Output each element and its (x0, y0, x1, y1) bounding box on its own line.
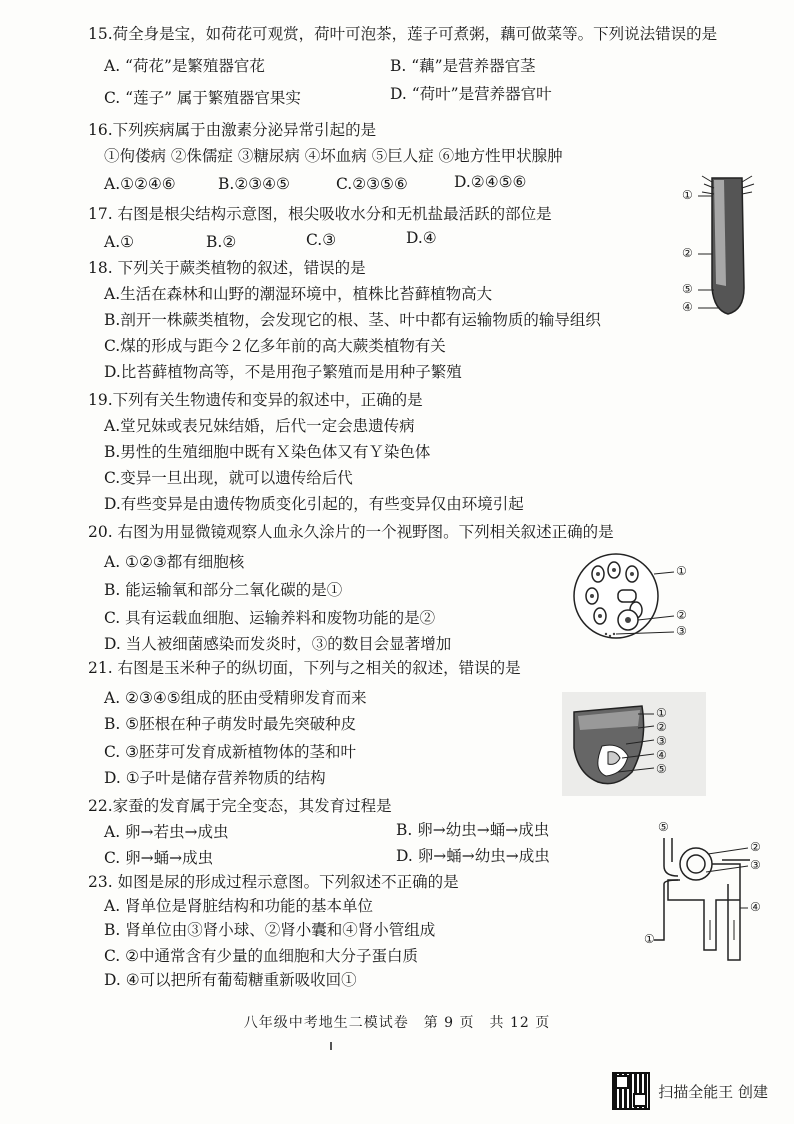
question-20-stem: 20. 右图为用显微镜观察人血永久涂片的一个视野图。下列相关叙述正确的是 (88, 523, 614, 541)
q21-option-d: D. ①子叶是储存营养物质的结构 (104, 769, 326, 787)
q18-option-c: C.煤的形成与距今２亿多年前的高大蕨类植物有关 (104, 337, 446, 355)
q16-choices: ①佝偻病 ②侏儒症 ③糖尿病 ④坏血病 ⑤巨人症 ⑥地方性甲状腺肿 (104, 147, 563, 165)
q20-option-c: C. 具有运载血细胞、运输养料和废物功能的是② (104, 609, 436, 627)
q17-option-a: A.① (104, 233, 135, 251)
corn-seed-diagram (562, 692, 706, 796)
q19-option-c: C.变异一旦出现，就可以遗传给后代 (104, 469, 353, 487)
footer-tick-mark (330, 1042, 332, 1050)
q23-option-c: C. ②中通常含有少量的血细胞和大分子蛋白质 (104, 947, 419, 965)
q17-option-c: C.③ (306, 231, 337, 249)
q18-option-d: D.比苔藓植物高等，不是用孢子繁殖而是用种子繁殖 (104, 363, 462, 381)
scanner-watermark (612, 1072, 768, 1110)
q23-option-b: B. 肾单位由③肾小球、②肾小囊和④肾小管组成 (104, 921, 436, 939)
question-21-stem: 21. 右图是玉米种子的纵切面，下列与之相关的叙述，错误的是 (88, 659, 521, 677)
q23-option-d: D. ④可以把所有葡萄糖重新吸收回① (104, 971, 357, 989)
nephron-label-1: ① (644, 932, 655, 946)
q16-option-b: B.②③④⑤ (218, 175, 290, 193)
nephron-figure (644, 820, 774, 966)
root-label-1: ① (682, 188, 693, 202)
q21-option-a: A. ②③④⑤组成的胚由受精卵发育而来 (104, 689, 367, 707)
root-label-4: ④ (682, 300, 693, 314)
q21-option-b: B. ⑤胚根在种子萌发时最先突破种皮 (104, 715, 357, 733)
seed-label-2: ② (656, 720, 667, 734)
watermark-text: 扫描全能王 创建 (658, 1082, 768, 1101)
q17-option-d: D.④ (406, 229, 437, 247)
seed-label-3: ③ (656, 734, 667, 748)
q19-option-a: A.堂兄妹或表兄妹结婚，后代一定会患遗传病 (104, 417, 415, 435)
q20-option-b: B. 能运输氧和部分二氧化碳的是① (104, 581, 343, 599)
q15-option-d: D. “荷叶”是营养器官叶 (390, 85, 552, 103)
blood-smear-figure (570, 548, 700, 648)
q21-option-c: C. ③胚芽可发育成新植物体的茎和叶 (104, 743, 357, 761)
q16-option-c: C.②③⑤⑥ (336, 175, 408, 193)
q15-option-b: B. “藕”是营养器官茎 (390, 57, 536, 75)
question-15-stem: 15.荷全身是宝，如荷花可观赏，荷叶可泡茶，莲子可煮粥，藕可做菜等。下列说法错误的是 (88, 25, 718, 43)
seed-label-4: ④ (656, 748, 667, 762)
root-label-5: ⑤ (682, 282, 693, 296)
q22-option-c: C. 卵→蛹→成虫 (104, 849, 214, 867)
question-18-stem: 18. 下列关于蕨类植物的叙述，错误的是 (88, 259, 366, 277)
root-label-2: ② (682, 246, 693, 260)
q22-option-d: D. 卵→蛹→幼虫→成虫 (396, 847, 550, 865)
q22-option-b: B. 卵→幼虫→蛹→成虫 (396, 821, 550, 839)
question-16-stem: 16.下列疾病属于由激素分泌异常引起的是 (88, 121, 377, 139)
q20-option-a: A. ①②③都有细胞核 (104, 553, 245, 571)
question-19-stem: 19.下列有关生物遗传和变异的叙述中，正确的是 (88, 391, 423, 409)
blood-label-1: ① (676, 564, 687, 578)
seed-label-1: ① (656, 706, 667, 720)
q19-option-b: B.男性的生殖细胞中既有Ｘ染色体又有Ｙ染色体 (104, 443, 431, 461)
q16-option-d: D.②④⑤⑥ (454, 173, 527, 191)
seed-label-5: ⑤ (656, 762, 667, 776)
page-footer: 八年级中考地生二模试卷 第 9 页 共 12 页 (243, 1015, 551, 1031)
qr-code-icon (612, 1072, 650, 1110)
nephron-label-2: ② (750, 840, 761, 854)
q23-option-a: A. 肾单位是肾脏结构和功能的基本单位 (104, 897, 374, 915)
nephron-label-3: ③ (750, 858, 761, 872)
q15-option-a: A. “荷花”是繁殖器官花 (104, 57, 265, 75)
q19-option-d: D.有些变异是由遗传物质变化引起的，有些变异仅由环境引起 (104, 495, 524, 513)
blood-label-2: ② (676, 608, 687, 622)
q18-option-b: B.剖开一株蕨类植物，会发现它的根、茎、叶中都有运输物质的输导组织 (104, 311, 601, 329)
question-23-stem: 23. 如图是尿的形成过程示意图。下列叙述不正确的是 (88, 873, 459, 891)
q20-option-d: D. 当人被细菌感染而发炎时，③的数目会显著增加 (104, 635, 452, 653)
question-22-stem: 22.家蚕的发育属于完全变态，其发育过程是 (88, 797, 392, 815)
question-17-stem: 17. 右图是根尖结构示意图，根尖吸收水分和无机盐最活跃的部位是 (88, 205, 552, 223)
root-tip-figure (680, 168, 760, 324)
q16-option-a: A.①②④⑥ (104, 175, 176, 193)
q22-option-a: A. 卵→若虫→成虫 (104, 823, 229, 841)
blood-label-3: ③ (676, 624, 687, 638)
q18-option-a: A.生活在森林和山野的潮湿环境中，植株比苔藓植物高大 (104, 285, 493, 303)
q15-option-c: C. “莲子” 属于繁殖器官果实 (104, 89, 301, 107)
nephron-label-4: ④ (750, 900, 761, 914)
nephron-label-5: ⑤ (658, 820, 669, 834)
corn-seed-figure (562, 692, 706, 796)
q17-option-b: B.② (206, 233, 237, 251)
